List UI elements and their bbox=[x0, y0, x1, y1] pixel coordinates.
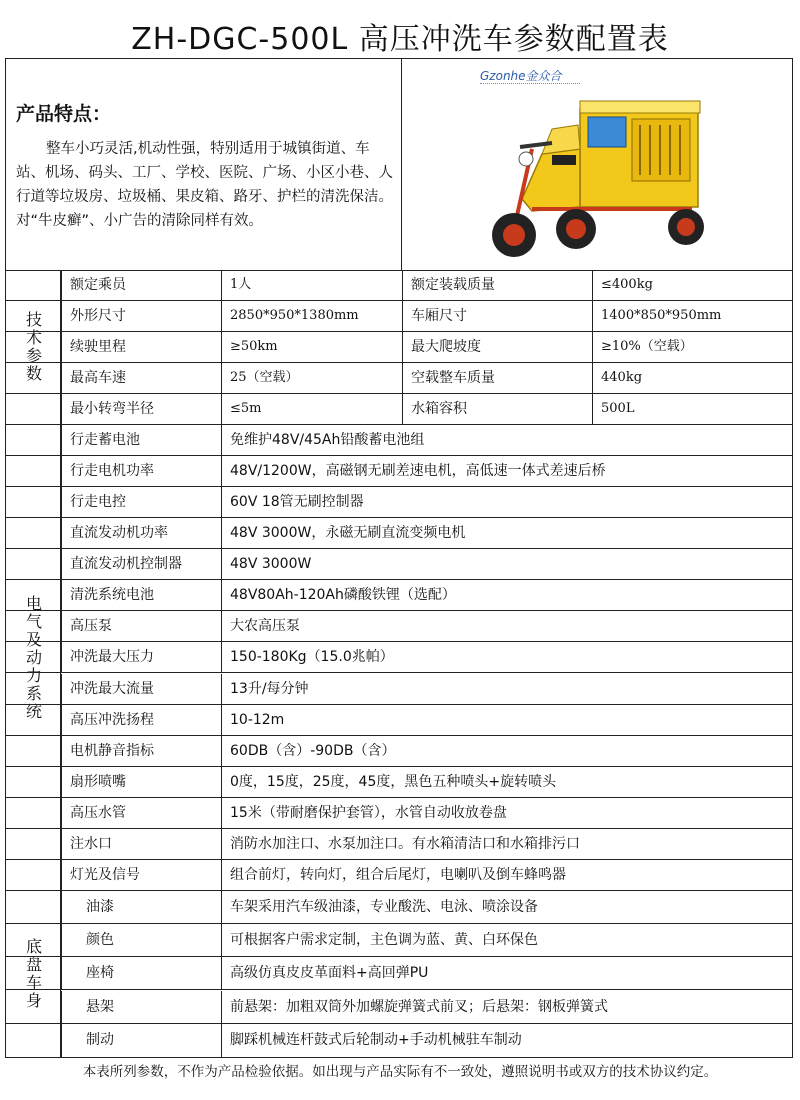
cargo-roof bbox=[580, 101, 700, 113]
power-row bbox=[6, 611, 792, 642]
section-chassis-label: 底盘车身 bbox=[6, 891, 61, 1057]
param-value: 60DB（含）-90DB（含） bbox=[221, 736, 792, 766]
param-value: 消防水加注口、水泵加注口。有水箱清洁口和水箱排污口 bbox=[221, 829, 792, 859]
param-name: 油漆 bbox=[61, 891, 221, 924]
param-name: 续驶里程 bbox=[61, 332, 221, 362]
power-row bbox=[6, 487, 792, 518]
param-value: 48V80Ah-120Ah磷酸铁锂（选配） bbox=[221, 580, 792, 610]
param-value: 车架采用汽车级油漆，专业酸洗、电泳、喷涂设备 bbox=[221, 891, 792, 924]
param-value: 60V 18管无刷控制器 bbox=[221, 487, 792, 517]
param-value: ≤5m bbox=[221, 394, 402, 424]
param-value: 脚踩机械连杆鼓式后轮制动+手动机械驻车制动 bbox=[221, 1024, 792, 1057]
tech-row bbox=[6, 363, 792, 394]
section-tech-label: 技术参数 bbox=[6, 270, 61, 425]
param-value: 前悬架：加粗双筒外加螺旋弹簧式前叉；后悬架：钢板弹簧式 bbox=[221, 991, 792, 1024]
param-value: 13升/每分钟 bbox=[221, 674, 792, 704]
param-name: 车厢尺寸 bbox=[402, 301, 592, 331]
param-value: 25（空载） bbox=[221, 363, 402, 393]
features-text: 整车小巧灵活,机动性强，特别适用于城镇街道、车站、机场、码头、工厂、学校、医院、广场、小区小巷、人行道等垃圾房、垃圾桶、果皮箱、路牙、护栏的清洗保洁。对“牛皮癣”、小广告的清除同样有效。 bbox=[16, 141, 393, 229]
vehicle-photo bbox=[402, 59, 792, 270]
brand-logo: Gzonhe金众合 bbox=[480, 69, 562, 83]
param-value: 440kg bbox=[592, 363, 792, 393]
param-name: 高压水管 bbox=[61, 798, 221, 828]
chassis-row bbox=[6, 991, 792, 1024]
features-panel bbox=[6, 59, 402, 270]
power-row bbox=[6, 642, 792, 673]
param-name: 行走电机功率 bbox=[61, 456, 221, 486]
power-row bbox=[6, 674, 792, 705]
chassis-row bbox=[6, 957, 792, 990]
param-name: 清洗系统电池 bbox=[61, 580, 221, 610]
chassis-row bbox=[6, 891, 792, 924]
param-name: 制动 bbox=[61, 1024, 221, 1057]
param-name: 最小转弯半径 bbox=[61, 394, 221, 424]
header-block bbox=[6, 59, 792, 271]
param-name: 灯光及信号 bbox=[61, 860, 221, 890]
param-name: 外形尺寸 bbox=[61, 301, 221, 331]
param-name: 直流发动机功率 bbox=[61, 518, 221, 548]
seat bbox=[552, 155, 576, 165]
tech-row bbox=[6, 332, 792, 363]
power-row bbox=[6, 580, 792, 611]
power-row bbox=[6, 767, 792, 798]
power-row bbox=[6, 518, 792, 549]
param-name: 高压泵 bbox=[61, 611, 221, 641]
param-value: ≥50km bbox=[221, 332, 402, 362]
tech-row bbox=[6, 301, 792, 332]
power-row bbox=[6, 829, 792, 860]
param-name: 最高车速 bbox=[61, 363, 221, 393]
power-row bbox=[6, 705, 792, 736]
features-heading: 产品特点： bbox=[16, 103, 112, 125]
param-name: 悬架 bbox=[61, 991, 221, 1024]
param-value: 150-180Kg（15.0兆帕） bbox=[221, 642, 792, 672]
power-row bbox=[6, 549, 792, 580]
power-row bbox=[6, 456, 792, 487]
param-name: 高压冲洗扬程 bbox=[61, 705, 221, 735]
param-name: 注水口 bbox=[61, 829, 221, 859]
param-value: 0度，15度，25度，45度，黑色五种喷头+旋转喷头 bbox=[221, 767, 792, 797]
section-power-label: 电气及动力系统 bbox=[6, 425, 61, 891]
param-name: 空载整车质量 bbox=[402, 363, 592, 393]
param-value: 48V/1200W，高磁钢无刷差速电机，高低速一体式差速后桥 bbox=[221, 456, 792, 486]
tech-row bbox=[6, 270, 792, 301]
tech-row bbox=[6, 394, 792, 425]
param-value: 10-12m bbox=[221, 705, 792, 735]
param-name: 扇形喷嘴 bbox=[61, 767, 221, 797]
chassis-row bbox=[6, 1024, 792, 1057]
param-value: 48V 3000W，永磁无刷直流变频电机 bbox=[221, 518, 792, 548]
param-value: 2850*950*1380mm bbox=[221, 301, 402, 331]
param-name: 座椅 bbox=[61, 957, 221, 990]
param-value: 1人 bbox=[221, 270, 402, 300]
param-value: 可根据客户需求定制，主色调为蓝、黄、白环保色 bbox=[221, 924, 792, 957]
param-value: 15米（带耐磨保护套管），水管自动收放卷盘 bbox=[221, 798, 792, 828]
param-value: 高级仿真皮皮革面料+高回弹PU bbox=[221, 957, 792, 990]
page-title: ZH-DGC-500L 高压冲洗车参数配置表 bbox=[131, 22, 669, 57]
param-name: 最大爬坡度 bbox=[402, 332, 592, 362]
param-name: 水箱容积 bbox=[402, 394, 592, 424]
param-name: 直流发动机控制器 bbox=[61, 549, 221, 579]
param-name: 额定乘员 bbox=[61, 270, 221, 300]
param-name: 电机静音指标 bbox=[61, 736, 221, 766]
param-name: 行走电控 bbox=[61, 487, 221, 517]
footnote: 本表所列参数，不作为产品检验依据。如出现与产品实际有不一致处，遵照说明书或双方的技术协议约定。 bbox=[82, 1064, 718, 1080]
power-row bbox=[6, 860, 792, 891]
param-name: 行走蓄电池 bbox=[61, 425, 221, 455]
power-row bbox=[6, 798, 792, 829]
water-tank-window bbox=[588, 117, 626, 147]
param-value: 1400*850*950mm bbox=[592, 301, 792, 331]
power-row bbox=[6, 425, 792, 456]
param-name: 冲洗最大流量 bbox=[61, 674, 221, 704]
param-value: 500L bbox=[592, 394, 792, 424]
param-name: 额定装载质量 bbox=[402, 270, 592, 300]
param-value: 48V 3000W bbox=[221, 549, 792, 579]
spec-table bbox=[5, 58, 793, 1058]
param-value: ≥10%（空载） bbox=[592, 332, 792, 362]
param-value: 组合前灯，转向灯，组合后尾灯，电喇叭及倒车蜂鸣器 bbox=[221, 860, 792, 890]
tricycle-illustration bbox=[402, 59, 792, 270]
param-name: 冲洗最大压力 bbox=[61, 642, 221, 672]
chassis-row bbox=[6, 924, 792, 957]
param-value: 大农高压泵 bbox=[221, 611, 792, 641]
power-row bbox=[6, 736, 792, 767]
param-name: 颜色 bbox=[61, 924, 221, 957]
param-value: ≤400kg bbox=[592, 270, 792, 300]
param-value: 免维护48V/45Ah铅酸蓄电池组 bbox=[221, 425, 792, 455]
